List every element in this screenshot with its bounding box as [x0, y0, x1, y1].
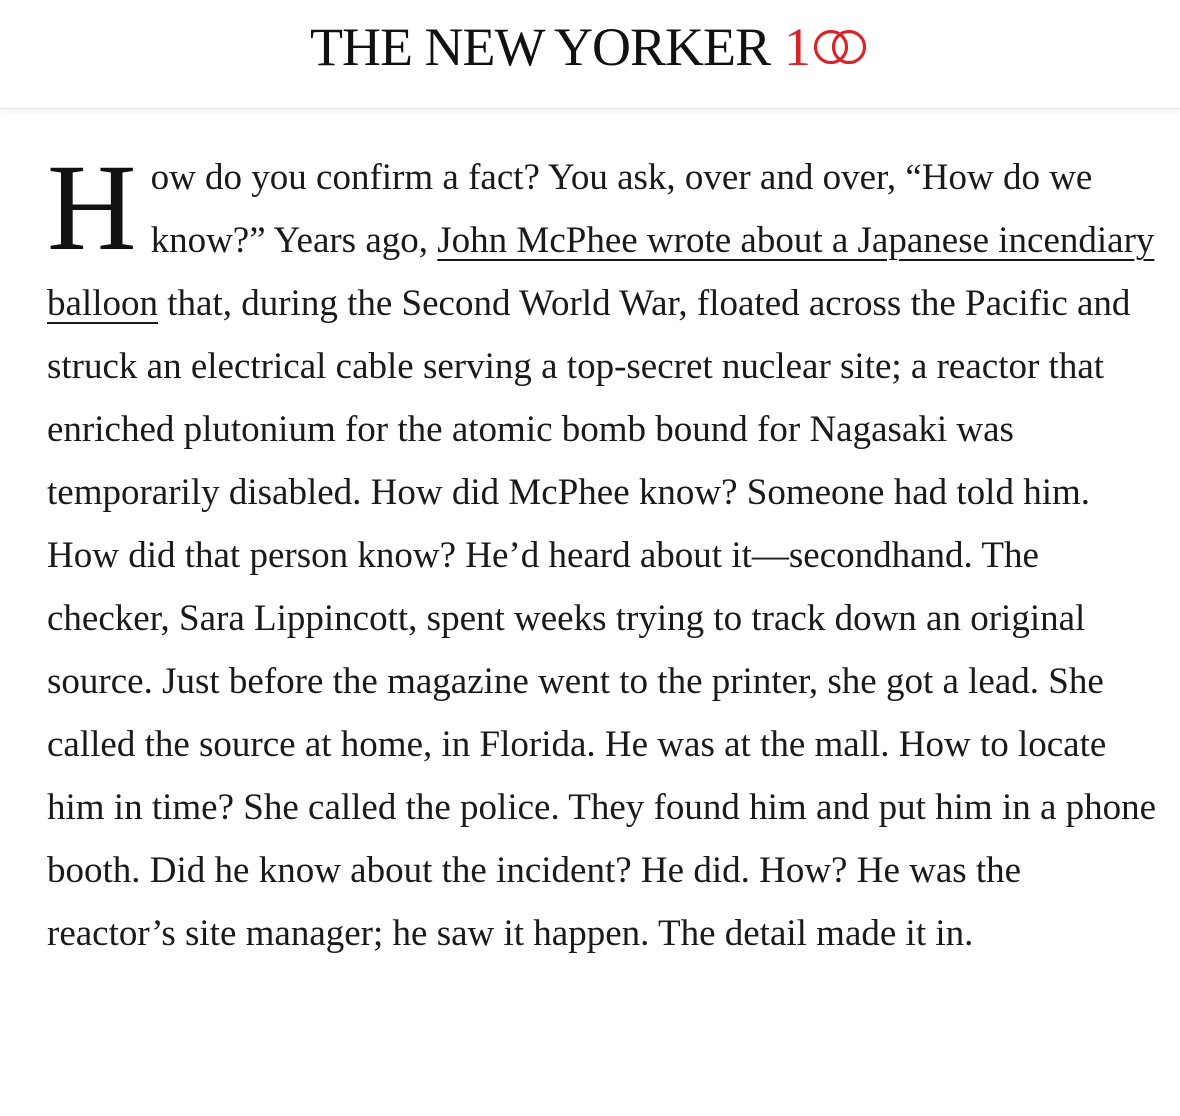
interlocking-rings-icon	[812, 27, 870, 67]
drop-cap: H	[47, 139, 137, 276]
article-paragraph	[47, 139, 1157, 965]
mcphee-article-link[interactable]: John McPhee wrote about a Japanese incendiary balloon	[47, 220, 1155, 324]
paragraph-intro: ow do you confirm a fact? You ask, over and over, “How do we know?” Years ago,	[150, 157, 1093, 261]
masthead	[0, 0, 1180, 109]
new-yorker-logo[interactable]	[310, 17, 870, 77]
logo-wordmark: THE NEW YORKER	[310, 17, 770, 77]
centennial-mark	[783, 17, 870, 77]
article-body	[47, 139, 1157, 965]
paragraph-body: that, during the Second World War, floated across the Pacific and struck an electrical cable serving a top-secret nuclear site; a reactor that enriched plutonium for the atomic bomb bound for Nagasaki was temporarily disabled. How did McPhee know? Someone had told him. How did that person know? He’d heard about it—secondhand. The checker, Sara Lippincott, spent weeks trying to track down an original source. Just before the magazine went to the printer, she got a lead. She called the source at home, in Florida. He was at the mall. How to locate him in time? She called the police. They found him and put him in a phone booth. Did he know about the incident? He did. How? He was the reactor’s site manager; he saw it happen. The detail made it in.	[47, 283, 1157, 954]
centennial-mark-one: 1	[783, 17, 810, 77]
